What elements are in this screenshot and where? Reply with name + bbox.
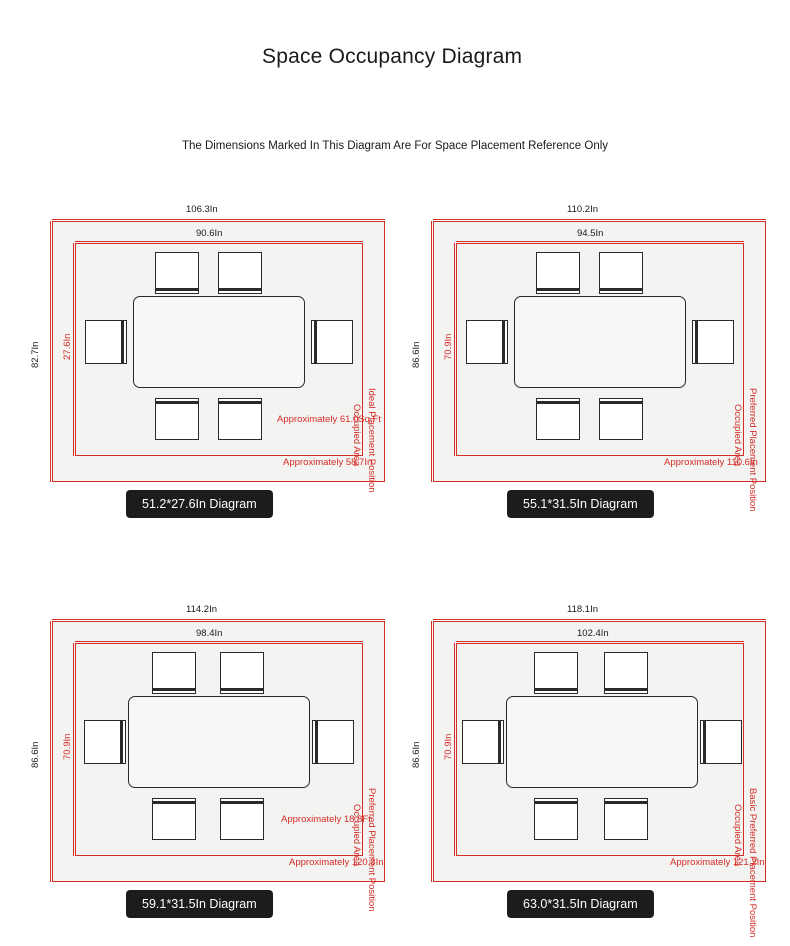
inner-note-2: Approximately 110.6In [664,457,758,468]
inner-note-1: Approximately 58.7In [283,457,373,468]
dim-line-inner-height-3 [73,643,74,856]
chair-top-right-1 [218,252,262,294]
page-title: Space Occupancy Diagram [262,45,523,68]
table-shape-1 [133,296,305,388]
table-shape-4 [506,696,698,788]
dim-line-outer-width-4 [433,619,766,620]
dim-line-inner-height-4 [454,643,455,856]
chair-right-4 [700,720,742,764]
inner-height-label-2: 70.9In [443,333,454,360]
chair-bottom-left-2 [536,398,580,440]
dim-line-outer-height-1 [50,221,51,482]
inner-width-label-1: 90.6In [196,228,223,239]
chair-left-2 [466,320,508,364]
inner-note-3: Approximately 120.3In [289,857,384,868]
chair-top-right-3 [220,652,264,694]
outer-width-label-4: 118.1In [567,604,598,615]
chair-top-left-2 [536,252,580,294]
area-note-3: Approximately 18.8Ft [281,814,371,825]
outer-height-label-2: 86.6In [411,341,422,368]
outer-height-label-1: 82.7In [30,341,41,368]
chair-bottom-right-1 [218,398,262,440]
occupied-area-label-1: Occupied Area [351,404,362,467]
occupied-area-label-2: Occupied Area [732,404,743,467]
occupied-area-label-4: Occupied Area [732,804,743,867]
outer-width-label-3: 114.2In [186,604,217,615]
dim-line-outer-width-2 [433,219,766,220]
inner-height-label-4: 70.9In [443,733,454,760]
dim-line-outer-height-4 [431,621,432,882]
outer-width-label-2: 110.2In [567,204,598,215]
outer-height-label-4: 86.6In [411,741,422,768]
dim-line-inner-height-1 [73,243,74,456]
chair-right-3 [312,720,354,764]
dim-line-inner-width-2 [456,241,744,242]
inner-width-label-3: 98.4In [196,628,223,639]
chair-left-4 [462,720,504,764]
chair-left-1 [85,320,127,364]
chair-bottom-right-2 [599,398,643,440]
dim-line-inner-width-4 [456,641,744,642]
panel-1-chip[interactable]: 51.2*27.6In Diagram [126,490,273,518]
dim-line-inner-height-2 [454,243,455,456]
dim-line-outer-height-2 [431,221,432,482]
chair-top-right-2 [599,252,643,294]
inner-width-label-4: 102.4In [577,628,609,639]
placement-position-label-3: Preferred Placement Position [366,788,377,912]
table-shape-3 [128,696,310,788]
panel-2-chip[interactable]: 55.1*31.5In Diagram [507,490,654,518]
dim-line-outer-height-3 [50,621,51,882]
chair-top-right-4 [604,652,648,694]
dim-line-inner-width-3 [75,641,363,642]
placement-position-label-2: Preferred Placement Position [747,388,758,512]
chair-bottom-right-3 [220,798,264,840]
inner-note-4: Approximately 121.2In [670,857,765,868]
placement-position-label-4: Basic Preferred Placement Position [747,788,758,938]
page-subtitle: The Dimensions Marked In This Diagram Are For Space Placement Reference Only [181,140,609,152]
inner-width-label-2: 94.5In [577,228,604,239]
panel-3-chip[interactable]: 59.1*31.5In Diagram [126,890,273,918]
placement-position-label-1: Ideal Placement Position [366,388,377,493]
chair-bottom-left-1 [155,398,199,440]
chair-bottom-left-4 [534,798,578,840]
chair-bottom-right-4 [604,798,648,840]
occupied-area-label-3: Occupied Area [351,804,362,867]
table-shape-2 [514,296,686,388]
panel-4-chip[interactable]: 63.0*31.5In Diagram [507,890,654,918]
dim-line-outer-width-3 [52,619,385,620]
chair-right-1 [311,320,353,364]
chair-top-left-1 [155,252,199,294]
chair-top-left-4 [534,652,578,694]
outer-height-label-3: 86.6In [30,741,41,768]
inner-height-label-3: 70.9In [62,733,73,760]
dim-line-inner-width-1 [75,241,363,242]
dim-line-outer-width-1 [52,219,385,220]
chair-top-left-3 [152,652,196,694]
inner-height-label-1: 27.6In [62,333,73,360]
outer-width-label-1: 106.3In [186,204,218,215]
chair-right-2 [692,320,734,364]
chair-bottom-left-3 [152,798,196,840]
chair-left-3 [84,720,126,764]
area-note-1: Approximately 61.0Sq.Ft [277,414,382,425]
